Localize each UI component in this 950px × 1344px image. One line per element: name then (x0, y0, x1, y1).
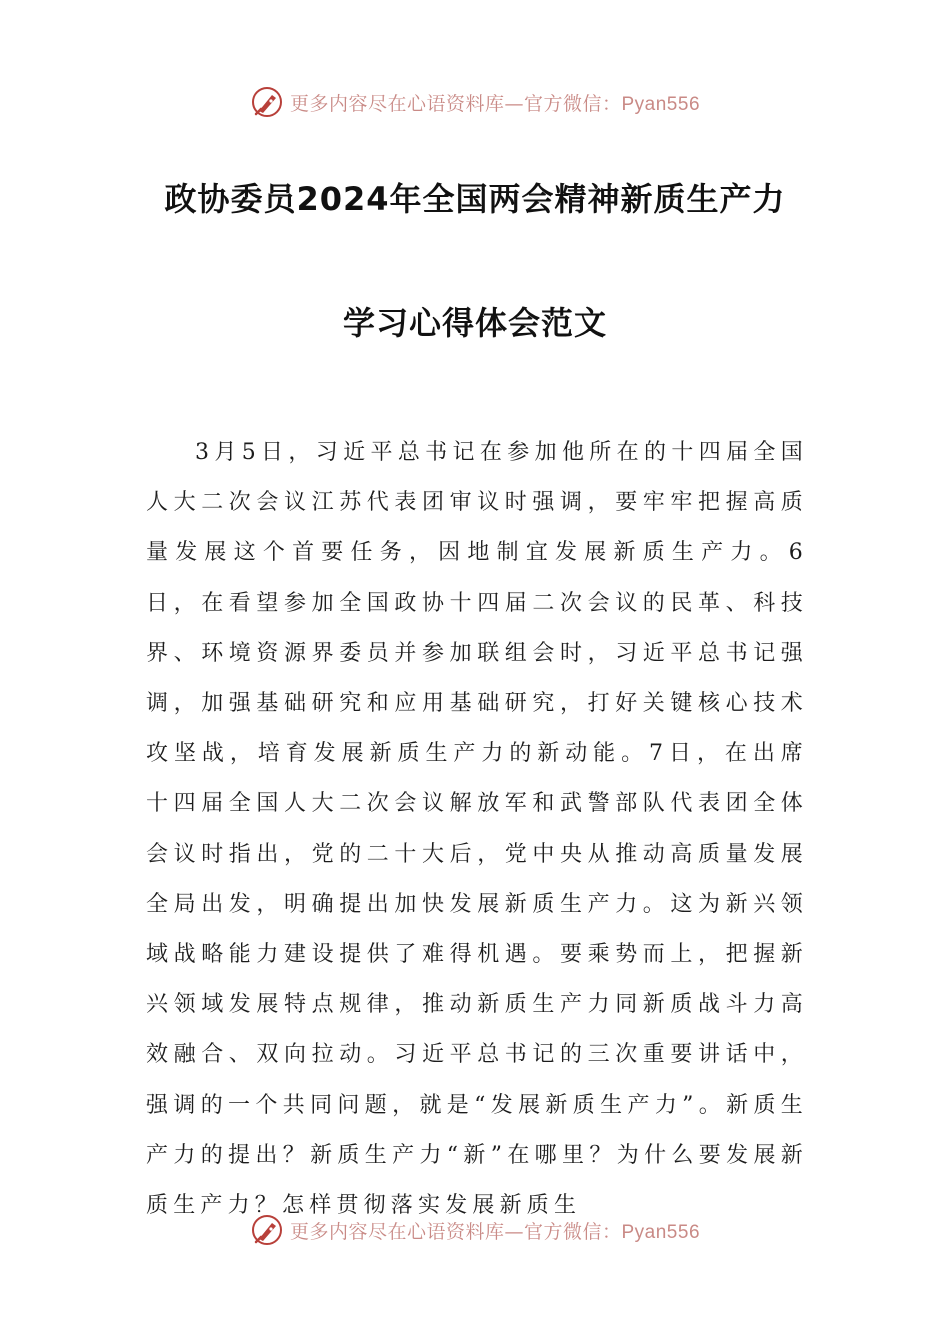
banner-promo-text: 更多内容尽在心语资料库—官方微信： (289, 92, 622, 115)
document-title-line1: 政协委员2024年全国两会精神新质生产力 (164, 180, 786, 218)
document-title-line2: 学习心得体会范文 (342, 304, 607, 342)
footer-banner (0, 1210, 950, 1250)
banner-text (290, 89, 700, 116)
banner-text (290, 1217, 700, 1244)
header-banner (0, 82, 950, 122)
banner-promo-text: 更多内容尽在心语资料库—官方微信： (289, 1220, 622, 1243)
banner-wechat-id: Pyan556 (621, 93, 701, 115)
banner-wechat-id: Pyan556 (621, 1221, 701, 1243)
pen-nib-icon (250, 1213, 284, 1247)
pen-nib-icon (250, 85, 284, 119)
body-paragraph: 3月5日，习近平总书记在参加他所在的十四届全国人大二次会议江苏代表团审议时强调，要牢牢把握高质量发展这个首要任务，因地制宜发展新质生产力。6日，在看望参加全国政协十四届二次会议的民革、科技界、环境资源界委员并参加联组会时，习近平总书记强调，加强基础研究和应用基础研究，打好关键核心技术攻坚战，培育发展新质生产力的新动能。7日，在出席十四届全国人大二次会议解放军和武警部队代表团全体会议时指出，党的二十大后，党中央从推动高质量发展全局出发，明确提出加快发展新质生产力。这为新兴领域战略能力建设提供了难得机遇。要乘势而上，把握新兴领域发展特点规律，推动新质生产力同新质战斗力高效融合、双向拉动。习近平总书记的三次重要讲话中，强调的一个共同问题，就是“发展新质生产力”。新质生产力的提出？新质生产力“新”在哪里？为什么要发展新质生产力？怎样贯彻落实发展新质生 (146, 440, 808, 1219)
